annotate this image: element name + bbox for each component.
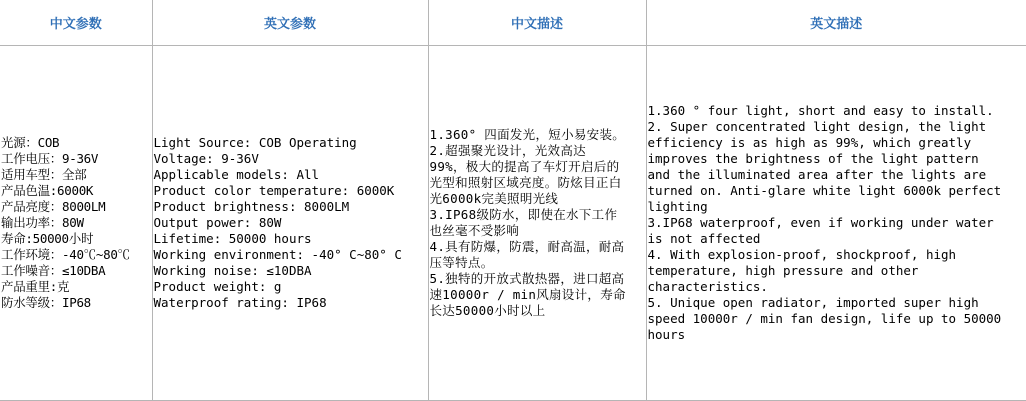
zh-params-cell — [0, 46, 152, 401]
en-desc-text: 1.360 ° four light, short and easy to install. 2. Super concentrated light design, the light efficiency is as high as 99%, which greatly improves the brightness of the light pattern and the illuminated area after the lights are turned on. Anti-glare white light 6000k perfect lighting 3.IP68 waterproof, even if working under water is not affected 4. With explosion-proof, shockproof, high temperature, high pressure and other characteristics. 5. Unique open radiator, imported super high speed 10000r / min fan design, life up to 50000 hours — [648, 103, 1026, 343]
zh-desc-text: 1.360° 四面发光，短小易安装。 2.超强聚光设计，光效高达 99%，极大的提高了车灯开启后的 光型和照射区域亮度。防炫目正白 光6000k完美照明光线 3.IP68级防水，即使在水下工作 也丝毫不受影响 4.具有防爆，防震，耐高温，耐高 压等特点。 5.独特的开放式散热器，进口超高 速10000r / min风扇设计，寿命 长达50000小时以上 — [430, 127, 646, 319]
header-zh-desc: 中文描述 — [428, 0, 646, 46]
content-row — [0, 46, 1026, 401]
en-params-cell — [152, 46, 428, 401]
zh-params-text: 光源：COB 工作电压：9-36V 适用车型：全部 产品色温:6000K 产品亮度：8000LM 输出功率：80W 寿命:50000小时 工作环境：-40℃~80℃ 工作噪音：≤10DBA 产品重里:克 防水等级：IP68 — [1, 135, 152, 311]
en-desc-cell — [646, 46, 1026, 401]
en-params-text: Light Source: COB Operating Voltage: 9-36V Applicable models: All Product color temperature: 6000K Product brightness: 8000LM Output power: 80W Lifetime: 50000 hours Working environment: -40° C~80° C Working noise: ≤10DBA Product weight: g Waterproof rating: IP68 — [154, 135, 428, 311]
zh-desc-cell — [428, 46, 646, 401]
header-zh-params: 中文参数 — [0, 0, 152, 46]
header-en-desc: 英文描述 — [646, 0, 1026, 46]
header-en-params: 英文参数 — [152, 0, 428, 46]
header-row — [0, 0, 1026, 46]
